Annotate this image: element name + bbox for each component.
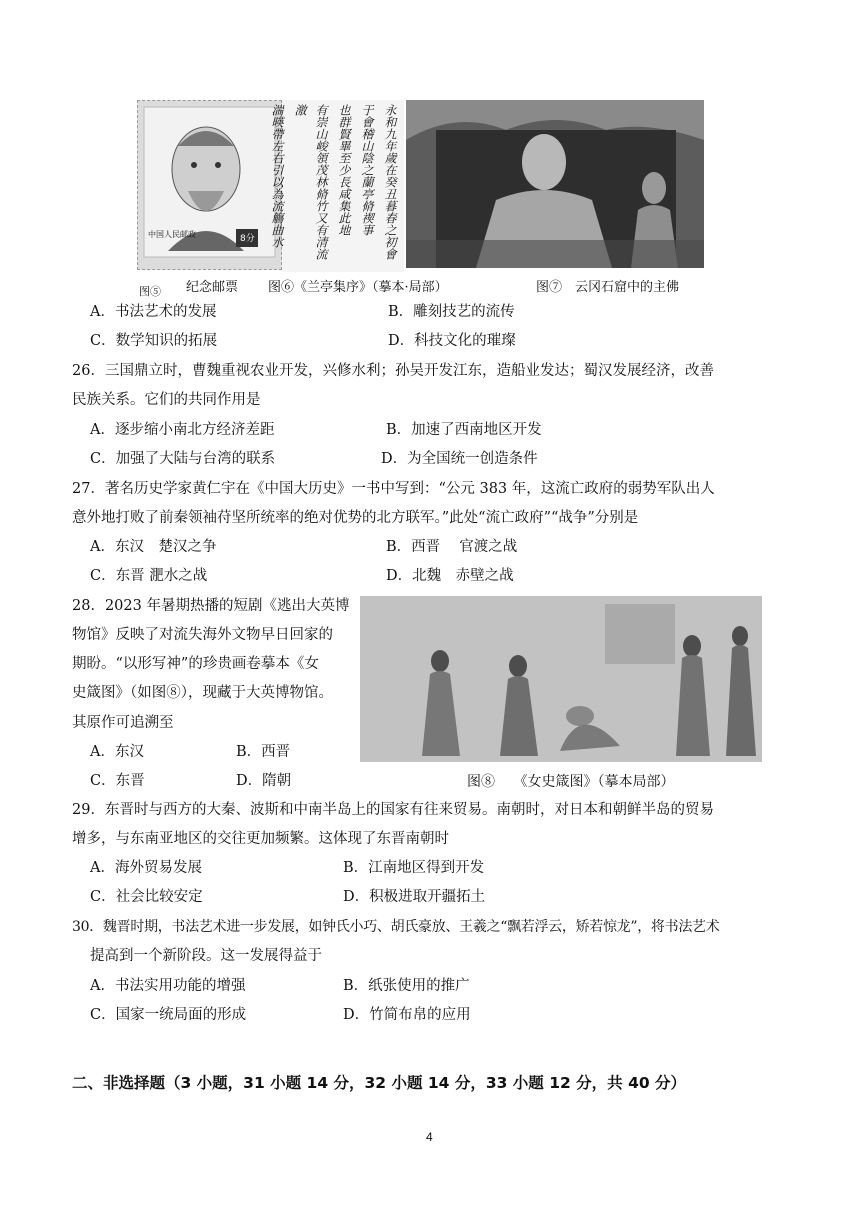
q25-option-c: C．数学知识的拓展 bbox=[90, 333, 218, 349]
q30-stem-line2: 提高到一个新阶段。这一发展得益于 bbox=[90, 948, 322, 964]
portrait-stamp-illustration bbox=[138, 101, 281, 269]
stamp-value: 8分 bbox=[240, 234, 255, 244]
q27-option-b: B．西晋 官渡之战 bbox=[386, 539, 518, 555]
q26-stem-line1: 26．三国鼎立时，曹魏重视农业开发，兴修水利；孙吴开发江东，造船业发达；蜀汉发展经济，改善 bbox=[72, 363, 714, 379]
q29-option-d: D．积极进取开疆拓土 bbox=[343, 889, 486, 905]
q26-option-a: A．逐步缩小南北方经济差距 bbox=[90, 422, 275, 438]
section2-heading: 二、非选择题（3 小题，31 小题 14 分，32 小题 14 分，33 小题 12 分，共 40 分） bbox=[72, 1074, 687, 1092]
grotto-buddha-figure bbox=[406, 100, 704, 268]
calligraphy-figure bbox=[270, 100, 404, 272]
calligraphy-column: 湍暎帶左右引以為流觴曲水 bbox=[270, 104, 284, 248]
calligraphy-column: 有崇山峻領茂林脩竹又有清流激 bbox=[293, 104, 328, 260]
q28-stem-line4: 史箴图》（如图⑧），现藏于大英博物馆。 bbox=[72, 685, 333, 701]
q30-option-d: D．竹简布帛的应用 bbox=[343, 1007, 471, 1023]
q27-stem-line2: 意外地打败了前秦领袖苻坚所统率的绝对优势的北方联军。”此处“流亡政府”“战争”分别是 bbox=[72, 510, 639, 526]
q29-option-b: B．江南地区得到开发 bbox=[343, 860, 485, 876]
caption-fig6: 图⑥《兰亭集序》（摹本·局部） bbox=[268, 280, 448, 295]
q30-stem-line1: 30．魏晋时期，书法艺术进一步发展，如钟氏小巧、胡氏豪放、王羲之“飘若浮云，矫若惊龙”，将书法艺术 bbox=[72, 919, 720, 935]
q29-stem-line2: 增多，与东南亚地区的交往更加频繁。这体现了东晋南朝时 bbox=[72, 831, 449, 847]
nushi-zhen-scroll-figure bbox=[360, 596, 762, 762]
q30-option-a: A．书法实用功能的增强 bbox=[90, 978, 246, 994]
q30-option-b: B．纸张使用的推广 bbox=[343, 978, 470, 994]
q28-option-c: C．东晋 bbox=[90, 773, 145, 789]
q25-option-a: A．书法艺术的发展 bbox=[90, 304, 217, 320]
stamp-figure bbox=[137, 100, 282, 270]
q28-stem-line3: 期盼。“以形写神”的珍贵画卷摹本《女 bbox=[72, 656, 319, 672]
q25-option-b: B．雕刻技艺的流传 bbox=[388, 304, 515, 320]
buddha-statue-illustration bbox=[406, 100, 704, 268]
q28-stem-line5: 其原作可追溯至 bbox=[72, 715, 174, 731]
caption-fig5-partial: 图⑤ bbox=[139, 285, 161, 298]
caption-stamp: 纪念邮票 bbox=[186, 280, 239, 295]
calligraphy-column: 也群賢畢至少長咸集此地 bbox=[337, 104, 351, 236]
q29-option-c: C．社会比较安定 bbox=[90, 889, 203, 905]
q27-option-d: D．北魏 赤壁之战 bbox=[386, 568, 514, 584]
q28-option-b: B．西晋 bbox=[236, 744, 291, 760]
q28-stem-line2: 物馆》反映了对流失海外文物早日回家的 bbox=[72, 627, 333, 643]
caption-fig7: 图⑦ 云冈石窟中的主佛 bbox=[536, 280, 680, 295]
q27-stem-line1: 27．著名历史学家黄仁宇在《中国大历史》一书中写到：“公元 383 年，这流亡政府的弱势军队出人 bbox=[72, 481, 715, 497]
q26-option-b: B．加速了西南地区开发 bbox=[386, 422, 542, 438]
q28-stem-line1: 28．2023 年暑期热播的短剧《逃出大英博 bbox=[72, 598, 350, 614]
q27-option-c: C．东晋 淝水之战 bbox=[90, 568, 208, 584]
stamp-text: 中国人民邮政 bbox=[148, 230, 196, 239]
q26-option-c: C．加强了大陆与台湾的联系 bbox=[90, 451, 276, 467]
q28-option-a: A．东汉 bbox=[90, 744, 144, 760]
calligraphy-column: 永和九年歲在癸丑暮春之初會 bbox=[383, 104, 397, 260]
page-number: 4 bbox=[426, 1130, 433, 1144]
q29-stem-line1: 29．东晋时与西方的大秦、波斯和中南半岛上的国家有往来贸易。南朝时，对日本和朝鲜半岛的贸易 bbox=[72, 802, 714, 818]
q25-option-d: D．科技文化的璀璨 bbox=[388, 333, 516, 349]
q28-option-d: D．隋朝 bbox=[236, 773, 292, 789]
q30-option-c: C．国家一统局面的形成 bbox=[90, 1007, 247, 1023]
q27-option-a: A．东汉 楚汉之争 bbox=[90, 539, 217, 555]
q26-stem-line2: 民族关系。它们的共同作用是 bbox=[72, 392, 261, 408]
calligraphy-column: 于會稽山陰之蘭亭脩禊事 bbox=[360, 104, 374, 236]
q26-option-d: D．为全国统一创造条件 bbox=[381, 451, 538, 467]
q29-option-a: A．海外贸易发展 bbox=[90, 860, 202, 876]
caption-fig8: 图⑧ 《女史箴图》（摹本局部） bbox=[467, 774, 675, 790]
scroll-painting-illustration bbox=[360, 596, 762, 762]
